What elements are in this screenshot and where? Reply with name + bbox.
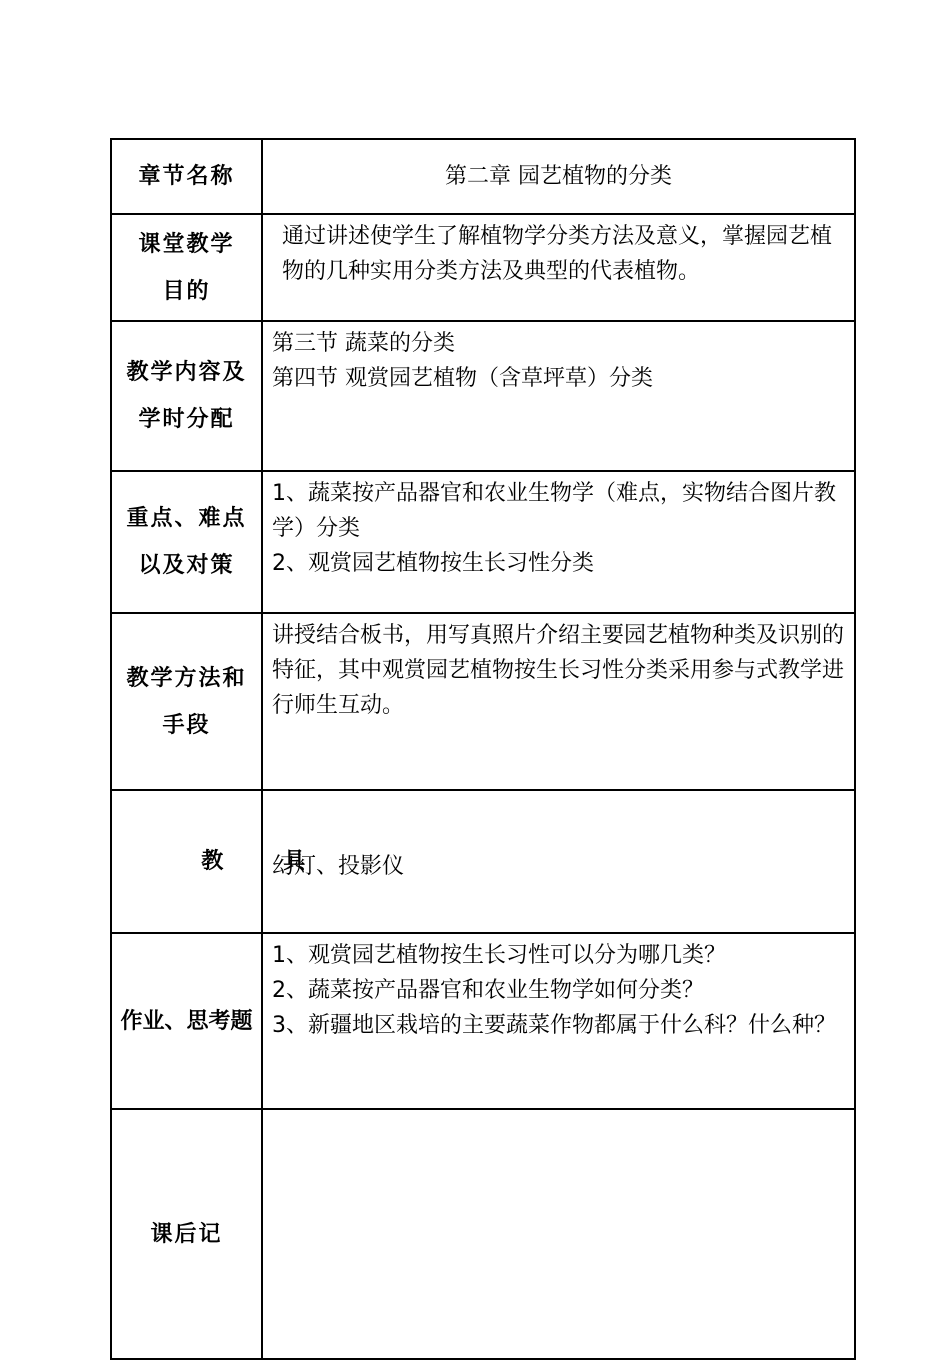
content-line: 2、观赏园艺植物按生长习性分类 [272,551,594,576]
label-text: 教学方法和手段 [126,665,247,738]
content-line: 2、蔬菜按产品器官和农业生物学如何分类？ [272,978,704,1003]
label-text: 教学内容及学时分配 [126,360,247,432]
row-label-teaching-aids [111,790,308,933]
content-line: 第四节 观赏园艺植物（含草坪草）分类 [272,366,653,391]
content-line: 讲授结合板书，用写真照片介绍主要园艺植物种类及识别的特征，其中观赏园艺植物按生长习性分类采用参与式教学进行师生互动。 [272,623,845,718]
row-label-content-hours [111,321,262,471]
label-text: 作业、思考题 [120,1008,253,1034]
row-label-post-class-notes [111,1109,262,1359]
content-line: 幻灯、投影仪 [272,854,405,879]
table-row-post-class-notes [111,1109,855,1359]
label-text: 课后记 [150,1221,223,1247]
row-label-teaching-objective [111,214,262,321]
key-points-content [262,471,855,613]
content-line: 3、新疆地区栽培的主要蔬菜作物都属于什么科？什么种？ [272,1013,836,1038]
label-text: 章节名称 [138,164,235,189]
table-row-teaching-methods [111,613,855,790]
table-row-content-hours [111,321,855,471]
table-row-chapter-name [111,139,855,214]
post-class-notes-content [262,1109,855,1359]
content-line: 通过讲述使学生了解植物学分类方法及意义，掌握园艺植物的几种实用分类方法及典型的代表植物。 [282,224,833,284]
table-row-teaching-objective [111,214,855,321]
homework-content [262,933,855,1109]
content-line: 1、蔬菜按产品器官和农业生物学（难点，实物结合图片教学）分类 [272,481,836,541]
content-line: 第三节 蔬菜的分类 [272,331,455,356]
row-label-chapter-name [111,139,262,214]
table-row-teaching-aids [111,790,855,933]
teaching-methods-content [262,613,855,790]
row-label-key-points [111,471,262,613]
row-label-teaching-methods [111,613,262,790]
content-line: 1、观赏园艺植物按生长习性可以分为哪几类？ [272,943,726,968]
label-text: 课堂教学目的 [138,231,235,304]
row-label-homework [111,933,262,1109]
content-hours-content [262,321,855,471]
lesson-plan-table [110,138,856,1360]
label-text: 教 具 [201,849,308,874]
label-text: 重点、难点以及对策 [126,506,247,578]
teaching-objective-content [262,214,855,321]
content-line: 第二章 园艺植物的分类 [445,164,672,189]
table-row-key-points [111,471,855,613]
chapter-title [262,139,855,214]
teaching-aids-content [262,790,855,933]
table-row-homework [111,933,855,1109]
